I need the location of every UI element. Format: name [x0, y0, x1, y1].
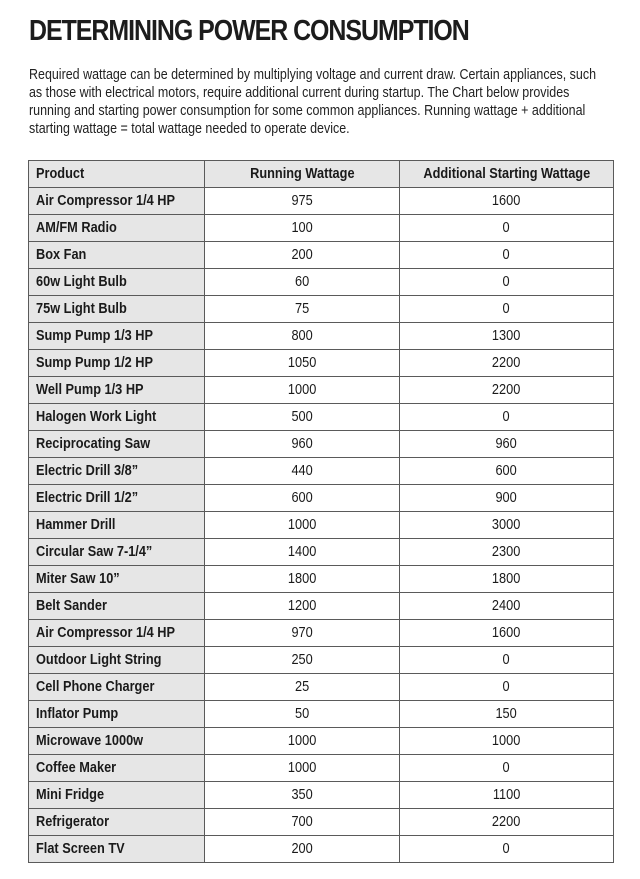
running-wattage-cell: 800 [205, 323, 400, 350]
product-cell: Mini Fridge [29, 782, 205, 809]
starting-wattage-cell: 3000 [400, 512, 614, 539]
product-cell: Sump Pump 1/3 HP [29, 323, 205, 350]
running-wattage-cell: 75 [205, 296, 400, 323]
product-cell: Reciprocating Saw [29, 431, 205, 458]
product-cell: Halogen Work Light [29, 404, 205, 431]
starting-wattage-cell: 0 [400, 836, 614, 863]
table-row [29, 539, 614, 566]
table-row [29, 782, 614, 809]
starting-wattage-cell: 2200 [400, 377, 614, 404]
table-row [29, 485, 614, 512]
product-cell: Well Pump 1/3 HP [29, 377, 205, 404]
table-row [29, 242, 614, 269]
starting-wattage-cell: 0 [400, 404, 614, 431]
running-wattage-cell: 60 [205, 269, 400, 296]
running-wattage-cell: 500 [205, 404, 400, 431]
starting-wattage-cell: 2300 [400, 539, 614, 566]
running-wattage-cell: 100 [205, 215, 400, 242]
starting-wattage-cell: 1100 [400, 782, 614, 809]
running-wattage-cell: 960 [205, 431, 400, 458]
power-consumption-table [28, 160, 614, 863]
starting-wattage-cell: 1000 [400, 728, 614, 755]
table-row [29, 836, 614, 863]
starting-wattage-cell: 1600 [400, 620, 614, 647]
product-cell: AM/FM Radio [29, 215, 205, 242]
table-row [29, 404, 614, 431]
table-header-row [29, 161, 614, 188]
table-row [29, 728, 614, 755]
starting-wattage-cell: 2200 [400, 350, 614, 377]
product-cell: 60w Light Bulb [29, 269, 205, 296]
running-wattage-cell: 25 [205, 674, 400, 701]
running-wattage-cell: 200 [205, 242, 400, 269]
product-cell: Box Fan [29, 242, 205, 269]
starting-wattage-cell: 0 [400, 215, 614, 242]
starting-wattage-cell: 0 [400, 269, 614, 296]
running-wattage-cell: 350 [205, 782, 400, 809]
running-wattage-cell: 1200 [205, 593, 400, 620]
product-cell: Electric Drill 3/8” [29, 458, 205, 485]
starting-wattage-cell: 1600 [400, 188, 614, 215]
running-wattage-cell: 1050 [205, 350, 400, 377]
product-cell: Inflator Pump [29, 701, 205, 728]
starting-wattage-cell: 0 [400, 647, 614, 674]
table-row [29, 809, 614, 836]
running-wattage-cell: 700 [205, 809, 400, 836]
table-row [29, 269, 614, 296]
product-cell: Miter Saw 10” [29, 566, 205, 593]
table-row [29, 215, 614, 242]
product-cell: Air Compressor 1/4 HP [29, 620, 205, 647]
running-wattage-cell: 250 [205, 647, 400, 674]
table-row [29, 647, 614, 674]
table-row [29, 188, 614, 215]
product-cell: Refrigerator [29, 809, 205, 836]
starting-wattage-cell: 2400 [400, 593, 614, 620]
starting-wattage-cell: 0 [400, 296, 614, 323]
running-wattage-cell: 440 [205, 458, 400, 485]
running-wattage-cell: 1000 [205, 377, 400, 404]
starting-wattage-cell: 1300 [400, 323, 614, 350]
running-wattage-cell: 1800 [205, 566, 400, 593]
starting-wattage-cell: 960 [400, 431, 614, 458]
starting-wattage-cell: 0 [400, 242, 614, 269]
table-row [29, 755, 614, 782]
running-wattage-cell: 1000 [205, 728, 400, 755]
running-wattage-cell: 1000 [205, 512, 400, 539]
product-cell: Circular Saw 7-1/4” [29, 539, 205, 566]
table-row [29, 458, 614, 485]
product-cell: Coffee Maker [29, 755, 205, 782]
running-wattage-cell: 50 [205, 701, 400, 728]
running-wattage-cell: 200 [205, 836, 400, 863]
table-row [29, 593, 614, 620]
table-row [29, 377, 614, 404]
starting-wattage-cell: 0 [400, 755, 614, 782]
header-running-wattage: Running Wattage [205, 161, 400, 188]
table-row [29, 674, 614, 701]
running-wattage-cell: 1400 [205, 539, 400, 566]
starting-wattage-cell: 2200 [400, 809, 614, 836]
product-cell: Flat Screen TV [29, 836, 205, 863]
running-wattage-cell: 1000 [205, 755, 400, 782]
product-cell: Belt Sander [29, 593, 205, 620]
running-wattage-cell: 600 [205, 485, 400, 512]
starting-wattage-cell: 0 [400, 674, 614, 701]
header-starting-wattage: Additional Starting Wattage [400, 161, 614, 188]
product-cell: Cell Phone Charger [29, 674, 205, 701]
table-row [29, 431, 614, 458]
table-row [29, 323, 614, 350]
table-row [29, 350, 614, 377]
table-row [29, 620, 614, 647]
intro-paragraph: Required wattage can be determined by multiplying voltage and current draw. Certain appliances, such as those with electrical motors, require additional current during startup. The Chart below provides running and starting power consumption for some common appliances. Running wattage + additional starting wattage = total wattage needed to operate device. [29, 67, 597, 137]
table-row [29, 701, 614, 728]
page-title: DETERMINING POWER CONSUMPTION [29, 15, 469, 47]
header-product: Product [29, 161, 205, 188]
running-wattage-cell: 975 [205, 188, 400, 215]
table-row [29, 512, 614, 539]
table-row [29, 566, 614, 593]
starting-wattage-cell: 1800 [400, 566, 614, 593]
product-cell: Sump Pump 1/2 HP [29, 350, 205, 377]
product-cell: Hammer Drill [29, 512, 205, 539]
product-cell: Air Compressor 1/4 HP [29, 188, 205, 215]
product-cell: Electric Drill 1/2” [29, 485, 205, 512]
starting-wattage-cell: 150 [400, 701, 614, 728]
product-cell: 75w Light Bulb [29, 296, 205, 323]
product-cell: Outdoor Light String [29, 647, 205, 674]
starting-wattage-cell: 900 [400, 485, 614, 512]
starting-wattage-cell: 600 [400, 458, 614, 485]
running-wattage-cell: 970 [205, 620, 400, 647]
table-row [29, 296, 614, 323]
product-cell: Microwave 1000w [29, 728, 205, 755]
